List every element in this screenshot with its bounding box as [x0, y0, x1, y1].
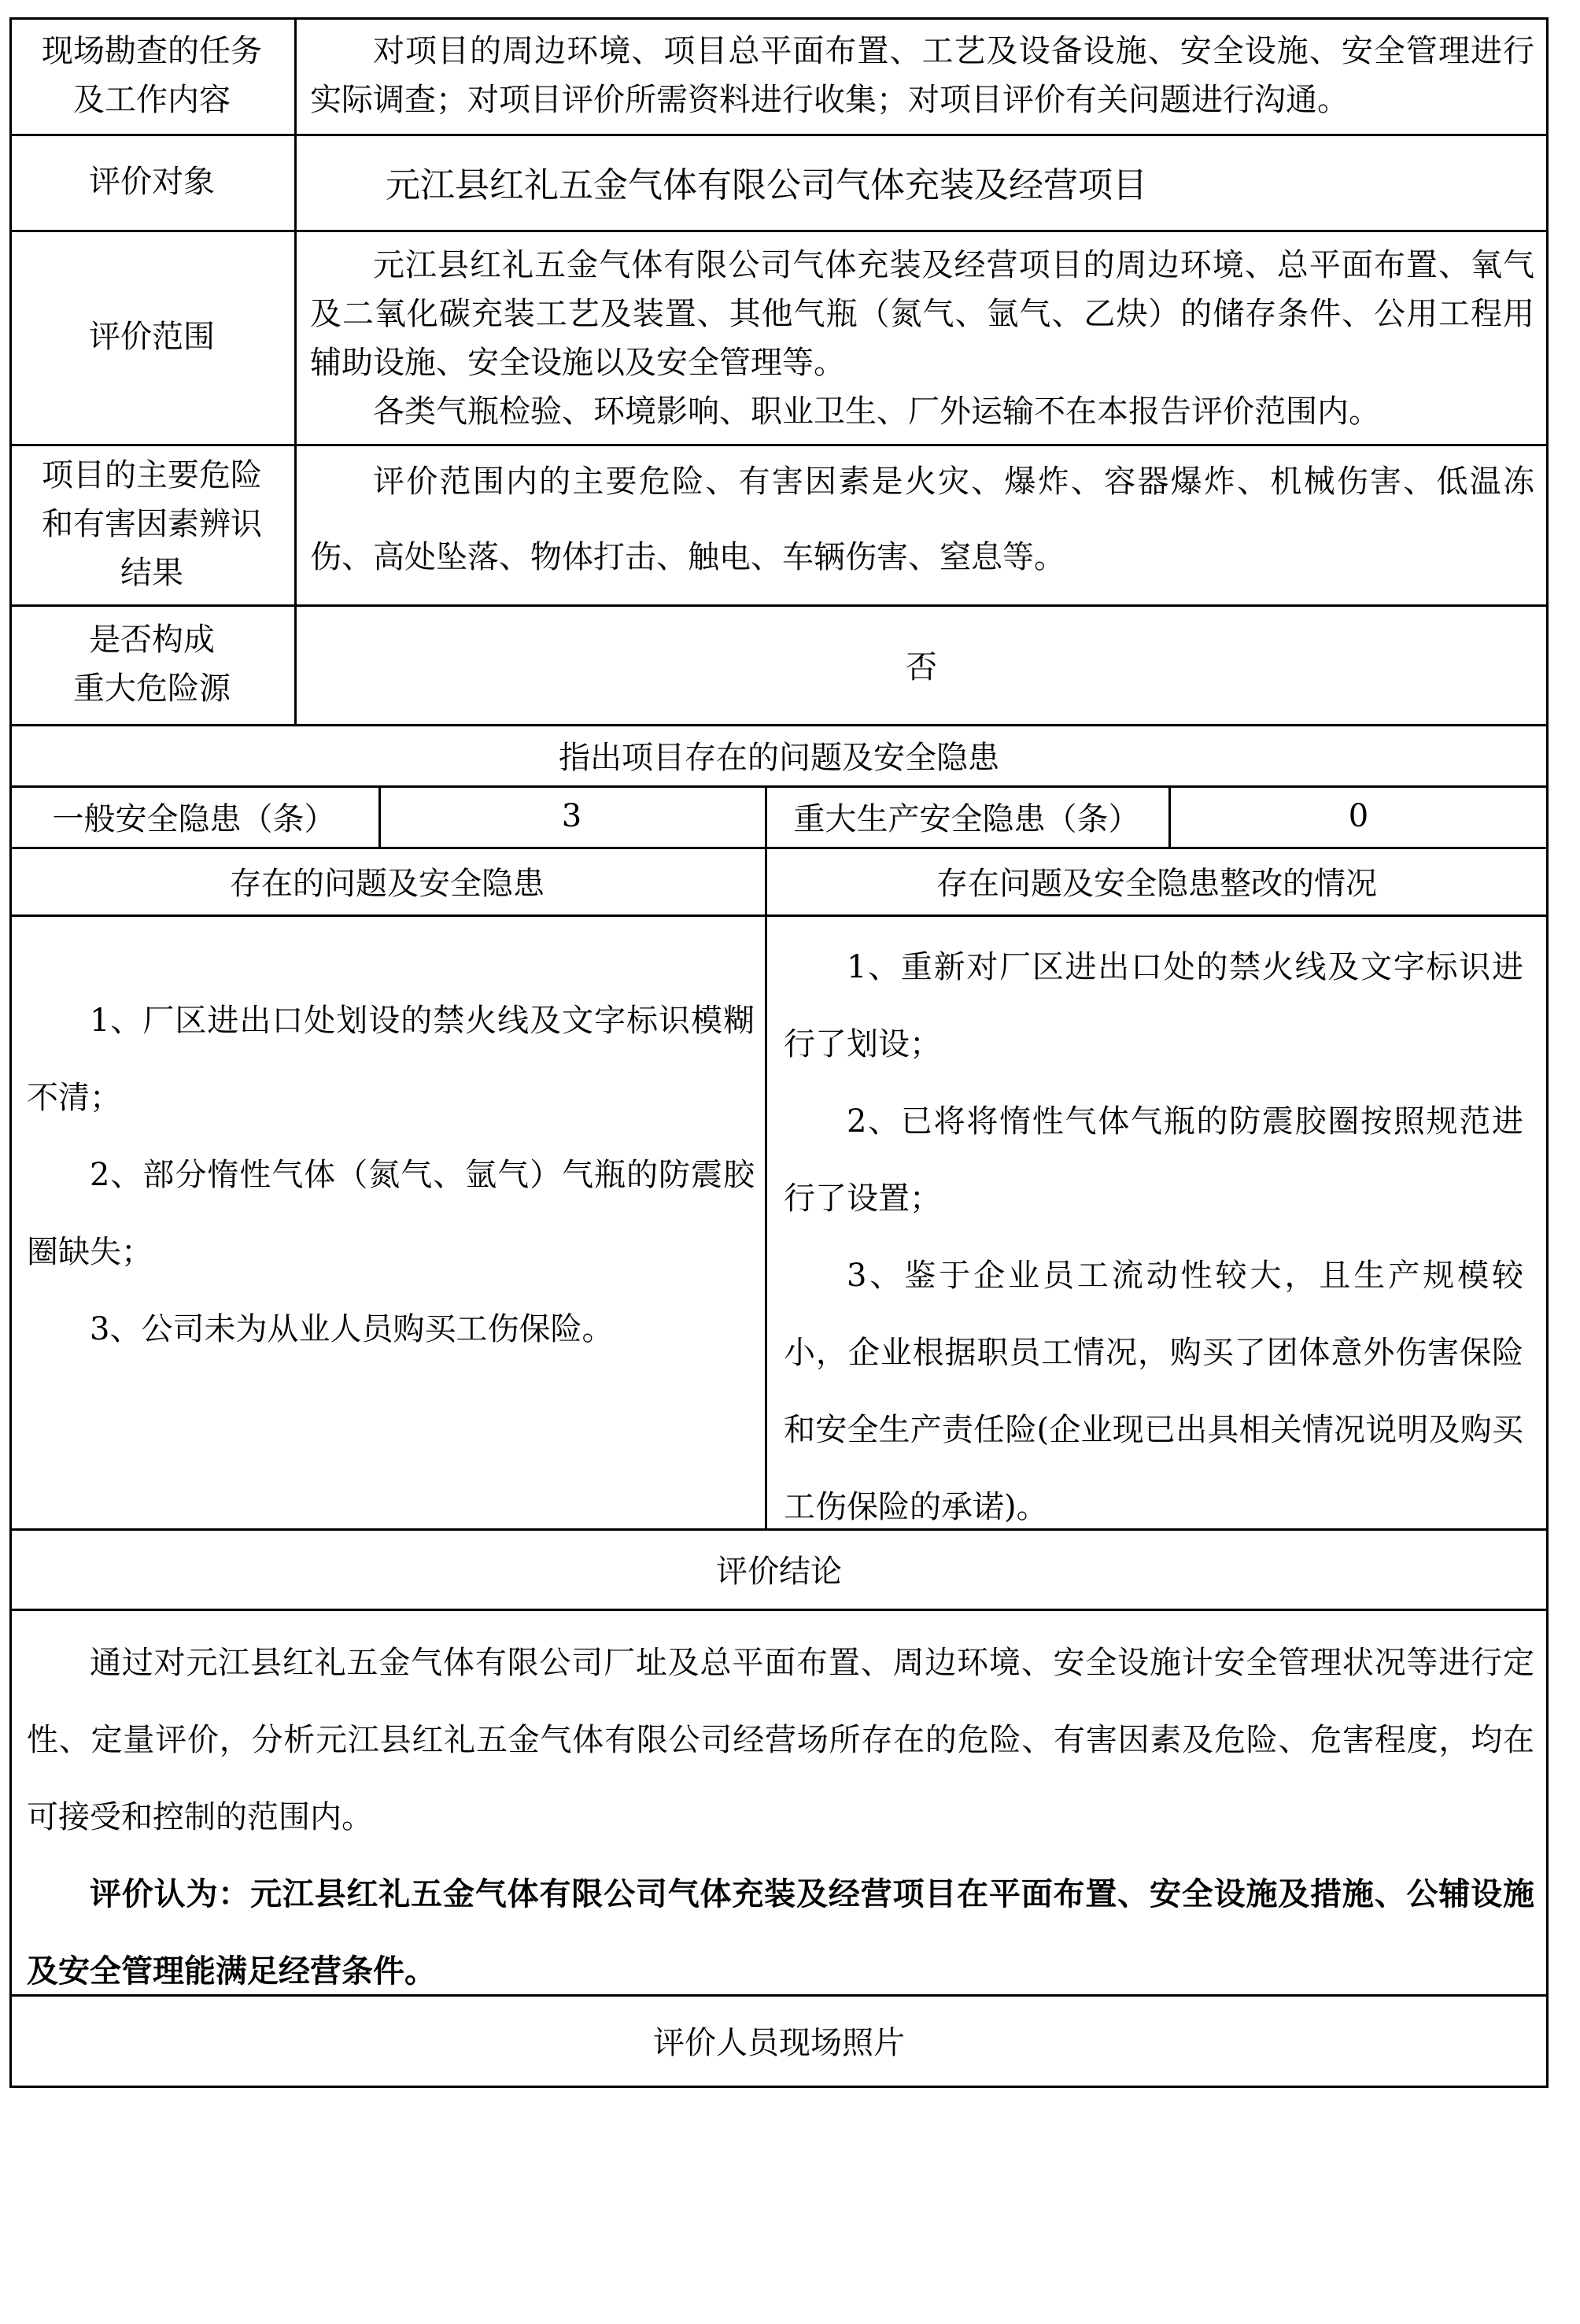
object-content: 元江县红礼五金气体有限公司气体充装及经营项目 — [386, 165, 1147, 205]
object-label: 评价对象 — [89, 164, 215, 200]
table-rule — [1546, 17, 1549, 2088]
task-label — [9, 17, 294, 134]
hazards-label-line: 结果 — [120, 555, 183, 591]
task-label-line: 现场勘查的任务 — [42, 33, 262, 69]
major-hazard-label — [9, 604, 294, 724]
hazards-label-line: 和有害因素辨识 — [42, 506, 262, 542]
scope-label: 评价范围 — [89, 319, 215, 355]
rectification-column-header: 存在问题及安全隐患整改的情况 — [936, 865, 1377, 902]
evaluation-table — [9, 17, 1549, 2087]
conclusion-body — [27, 1624, 1534, 1990]
task-content: 对项目的周边环境、项目总平面布置、工艺及设备设施、安全设施、安全管理进行实际调查；对项目评价所需资料进行收集；对项目评价有关问题进行沟通。 — [310, 33, 1534, 118]
conclusion-header: 评价结论 — [716, 1553, 842, 1590]
major-hazard-count: 0 — [1348, 798, 1369, 834]
major-hazard-label-line: 是否构成 — [89, 622, 215, 658]
rectification-item: 2、已将将惰性气体气瓶的防震胶圈按照规范进行了设置； — [784, 1103, 1523, 1217]
issues-header: 指出项目存在的问题及安全隐患 — [559, 739, 999, 776]
table-rule — [9, 2086, 1549, 2088]
conclusion-verdict: 评价认为：元江县红礼五金气体有限公司气体充装及经营项目在平面布置、安全设施及措施、公辅设施及安全管理能满足经营条件。 — [27, 1875, 1534, 1990]
hazards-content-cell — [310, 455, 1534, 604]
object-content-cell — [310, 134, 1534, 230]
general-hazard-label: 一般安全隐患（条） — [52, 800, 336, 837]
photos-header: 评价人员现场照片 — [653, 2024, 905, 2061]
hazards-label — [9, 444, 294, 604]
table-rule — [9, 1609, 1549, 1611]
scope-content-cell — [310, 241, 1534, 442]
task-label-line: 及工作内容 — [73, 82, 231, 118]
task-content-cell — [310, 27, 1534, 129]
problems-column-header: 存在的问题及安全隐患 — [230, 865, 545, 902]
major-hazard-label-line: 重大危险源 — [73, 671, 231, 707]
rectification-list — [784, 929, 1523, 1527]
problem-item: 3、公司未为从业人员购买工伤保险。 — [90, 1311, 614, 1347]
hazards-label-line: 项目的主要危险 — [42, 457, 262, 493]
conclusion-paragraph: 通过对元江县红礼五金气体有限公司厂址及总平面布置、周边环境、安全设施计安全管理状况等进行定性、定量评价，分析元江县红礼五金气体有限公司经营场所存在的危险、有害因素及危险、危害程度，均在可接受和控制的范围内。 — [27, 1645, 1534, 1835]
table-rule — [9, 914, 1549, 917]
scope-exclusion: 各类气瓶检验、环境影响、职业卫生、厂外运输不在本报告评价范围内。 — [373, 393, 1380, 430]
rectification-item: 1、重新对厂区进出口处的禁火线及文字标识进行了划设； — [784, 949, 1523, 1062]
major-hazard-value: 否 — [906, 648, 937, 685]
problem-item: 1、厂区进出口处划设的禁火线及文字标识模糊不清； — [27, 1003, 755, 1116]
general-hazard-count: 3 — [561, 798, 582, 834]
scope-paragraph: 元江县红礼五金气体有限公司气体充装及经营项目的周边环境、总平面布置、氧气及二氧化碳充装工艺及装置、其他气瓶（氮气、氩气、乙炔）的储存条件、公用工程用辅助设施、安全设施以及安全管理等。 — [310, 247, 1534, 381]
problem-item: 2、部分惰性气体（氮气、氩气）气瓶的防震胶圈缺失； — [27, 1157, 755, 1270]
problems-list — [27, 982, 755, 1502]
rectification-item: 3、鉴于企业员工流动性较大，且生产规模较小，企业根据职员工情况，购买了团体意外伤害保险和安全生产责任险(企业现已出具相关情况说明及购买工伤保险的承诺)。 — [784, 1258, 1523, 1525]
major-hazard-count-label: 重大生产安全隐患（条） — [793, 800, 1140, 837]
hazards-content: 评价范围内的主要危险、有害因素是火灾、爆炸、容器爆炸、机械伤害、低温冻伤、高处坠落、物体打击、触电、车辆伤害、窒息等。 — [310, 464, 1534, 575]
